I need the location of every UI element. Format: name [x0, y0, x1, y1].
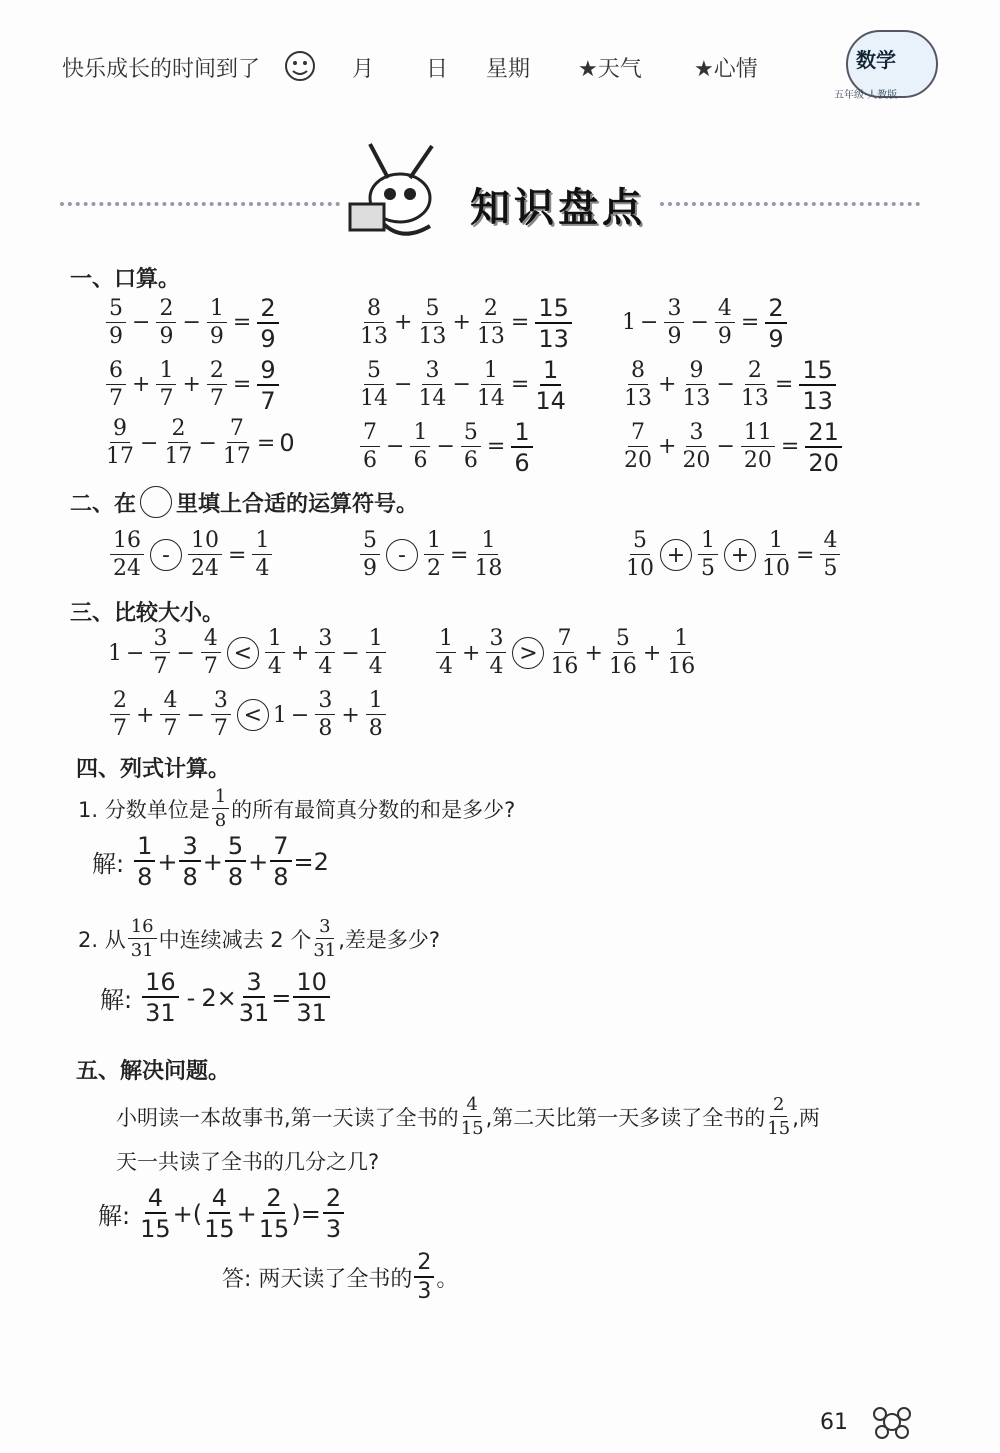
calc-3-3: $\frac{7}{20}$ + $\frac{3}{20}$ − $\frac{11}{20}$ = $\frac{21}{20}$ — [622, 418, 844, 475]
question-5-line2: 天一共读了全书的几分之几? — [116, 1150, 380, 1174]
fill-op-1: $\frac{16}{24}$ - $\frac{10}{24}$ = $\frac{1}{4}$ — [108, 530, 274, 580]
subject-subtitle: 五年级·人教版 — [834, 90, 898, 101]
solution-2: 解: $\frac{16}{31}$ - 2× $\frac{3}{31}$ = $\frac{10}{31}$ — [100, 970, 332, 1025]
subject-title: 数学 — [856, 48, 896, 72]
question-2: 2. 从 $\frac{16}{31}$ 中连续减去 2 个 $\frac{3}{31}$ ,差是多少? — [78, 916, 441, 961]
answer: 0 — [279, 429, 295, 457]
section-2-heading: 二、在 里填上合适的运算符号。 — [70, 486, 418, 518]
answer: $\frac{15}{13}$ — [533, 294, 574, 351]
header-slogan: 快乐成长的时间到了 — [62, 57, 261, 82]
calc-3-2: $\frac{7}{6}$ − $\frac{1}{6}$ − $\frac{5}{6}$ = $\frac{1}{6}$ — [358, 418, 535, 475]
answer: $\frac{15}{13}$ — [797, 356, 838, 413]
calc-2-2: $\frac{5}{14}$ − $\frac{3}{14}$ − $\frac{1}{14}$ = $\frac{1}{14}$ — [360, 356, 566, 415]
rabbit-mascot-icon — [340, 140, 460, 250]
compare-1: 1 − $\frac{3}{7}$ − $\frac{4}{7}$ < $\frac{1}{4}$ + $\frac{3}{4}$ − $\frac{1}{4}$ — [108, 628, 388, 678]
header-day: 日 — [426, 57, 449, 82]
answer: $\frac{2}{9}$ — [255, 294, 280, 351]
calc-1-3: 1 − $\frac{3}{9}$ − $\frac{4}{9}$ = $\frac{2}{9}$ — [622, 294, 789, 351]
answer: $\frac{1}{14}$ — [535, 356, 566, 415]
question-1: 1. 分数单位是 $\frac{1}{8}$ 的所有最简真分数的和是多少? — [78, 786, 516, 831]
smiley-doodle-icon — [280, 46, 320, 86]
header-weather: ★天气 — [578, 57, 642, 82]
compare-circle[interactable]: > — [512, 637, 544, 669]
header-mood: ★心情 — [694, 57, 758, 82]
calc-2-3: $\frac{8}{13}$ + $\frac{9}{13}$ − $\frac{2}{13}$ = $\frac{15}{13}$ — [622, 356, 838, 413]
answer: $\frac{1}{6}$ — [509, 418, 534, 475]
fill-op-3: $\frac{5}{10}$ + $\frac{1}{5}$ + $\frac{1}{10}$ = $\frac{4}{5}$ — [624, 530, 842, 580]
section-1-heading: 一、口算。 — [70, 267, 181, 292]
answer-5: 答: 两天读了全书的 $\frac{2}{3}$ 。 — [222, 1250, 459, 1304]
answer: $\frac{2}{9}$ — [763, 294, 788, 351]
dotted-divider — [60, 202, 340, 210]
operator-circle[interactable]: + — [660, 539, 692, 571]
solution-5: 解: $\frac{4}{15}$ + ( $\frac{4}{15}$ + $\frac{2}{15}$ ) = $\frac{2}{3}$ — [98, 1186, 346, 1241]
calc-2-1: $\frac{6}{7}$ + $\frac{1}{7}$ + $\frac{2}{7}$ = $\frac{9}{7}$ — [104, 356, 281, 413]
answer: $\frac{9}{7}$ — [255, 356, 280, 413]
section-3-heading: 三、比较大小。 — [70, 601, 225, 626]
question-5-line1: 小明读一本故事书,第一天读了全书的 $\frac{4}{15}$ ,第二天比第一天多读了全书的 $\frac{2}{15}$ ,两 — [116, 1094, 820, 1139]
solution-1: 解: $\frac{1}{8}$ + $\frac{3}{8}$ + $\frac{5}{8}$ + $\frac{7}{8}$ = 2 — [92, 832, 329, 891]
calc-3-1: $\frac{9}{17}$ − $\frac{2}{17}$ − $\frac{7}{17}$ = 0 — [106, 416, 295, 469]
flower-decoration-icon — [862, 1400, 922, 1444]
header-month: 月 — [352, 57, 375, 82]
section-5-heading: 五、解决问题。 — [76, 1059, 231, 1084]
section-banner — [60, 140, 920, 250]
blank-circle-icon — [140, 486, 172, 518]
operator-circle[interactable]: + — [724, 539, 756, 571]
operator-circle[interactable]: - — [150, 539, 182, 571]
subject-badge — [826, 22, 946, 102]
calc-1-2: $\frac{8}{13}$ + $\frac{5}{13}$ + $\frac{2}{13}$ = $\frac{15}{13}$ — [358, 294, 574, 351]
compare-3: $\frac{2}{7}$ + $\frac{4}{7}$ − $\frac{3}{7}$ < 1 − $\frac{3}{8}$ + $\frac{1}{8}$ — [108, 690, 388, 740]
banner-title: 知识盘点 — [470, 185, 646, 231]
answer: $\frac{21}{20}$ — [803, 418, 844, 475]
dotted-divider — [660, 202, 920, 210]
compare-2: $\frac{1}{4}$ + $\frac{3}{4}$ > $\frac{7}{16}$ + $\frac{5}{16}$ + $\frac{1}{16}$ — [434, 628, 697, 678]
compare-circle[interactable]: < — [237, 699, 269, 731]
header-weekday: 星期 — [486, 57, 531, 82]
section-4-heading: 四、列式计算。 — [76, 757, 231, 782]
fill-op-2: $\frac{5}{9}$ - $\frac{1}{2}$ = $\frac{1}{18}$ — [358, 530, 504, 580]
compare-circle[interactable]: < — [227, 637, 259, 669]
page-number: 61 — [820, 1410, 848, 1435]
operator-circle[interactable]: - — [386, 539, 418, 571]
calc-1-1: $\frac{5}{9}$ − $\frac{2}{9}$ − $\frac{1}{9}$ = $\frac{2}{9}$ — [104, 294, 281, 351]
